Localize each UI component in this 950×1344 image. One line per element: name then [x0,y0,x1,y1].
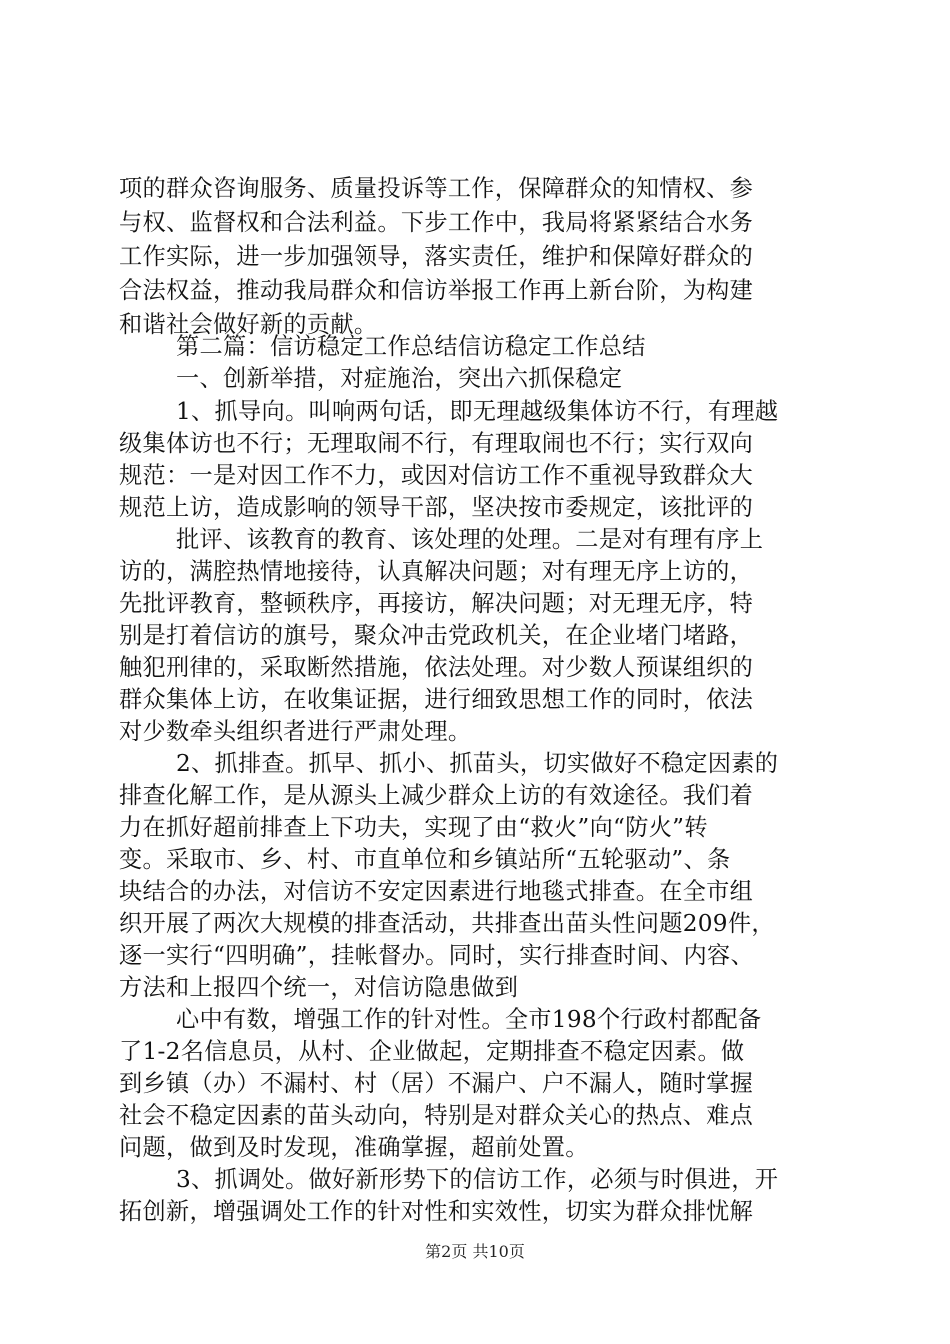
text-line: 了1-2名信息员，从村、企业做起，定期排查不稳定因素。做 [119,1038,745,1065]
text-line: 到乡镇（办）不漏村、村（居）不漏户、户不漏人，随时掌握 [119,1070,754,1097]
text-line: 问题，做到及时发现，准确掌握，超前处置。 [119,1134,589,1161]
text-line: 方法和上报四个统一，对信访隐患做到 [119,974,519,1001]
text-line: 规范上访，造成影响的领导干部，坚决按市委规定，该批评的 [119,494,754,521]
text-line: 合法权益，推动我局群众和信访举报工作再上新台阶，为构建 [119,277,754,304]
text-line: 项的群众咨询服务、质量投诉等工作，保障群众的知情权、参 [119,175,754,202]
text-line: 拓创新，增强调处工作的针对性和实效性，切实为群众排忧解 [119,1198,754,1225]
text-line: 别是打着信访的旗号，聚众冲击党政机关，在企业堵门堵路， [119,622,754,649]
text-line: 触犯刑律的，采取断然措施，依法处理。对少数人预谋组织的 [119,654,754,681]
text-line: 1、抓导向。叫响两句话，即无理越级集体访不行，有理越 [176,398,779,425]
text-line: 先批评教育，整顿秩序，再接访，解决问题；对无理无序，特 [119,590,754,617]
subsection-heading: 一、创新举措，对症施治，突出六抓保稳定 [176,365,623,392]
page-total: 共10页 [472,1242,525,1261]
page-number: 第2页 [425,1242,468,1261]
text-line: 对少数牵头组织者进行严肃处理。 [119,718,472,745]
section-heading: 第二篇：信访稳定工作总结信访稳定工作总结 [176,333,646,360]
text-line: 2、抓排查。抓早、抓小、抓苗头，切实做好不稳定因素的 [176,750,779,777]
text-line: 级集体访也不行；无理取闹不行，有理取闹也不行；实行双向 [119,430,754,457]
text-line: 变。采取市、乡、村、市直单位和乡镇站所“五轮驱动”、条 [119,846,731,873]
text-line: 逐一实行“四明确”，挂帐督办。同时，实行排查时间、内容、 [119,942,754,969]
text-line: 织开展了两次大规模的排查活动，共排查出苗头性问题209件， [119,910,775,937]
text-line: 批评、该教育的教育、该处理的处理。二是对有理有序上 [176,526,764,553]
text-line: 3、抓调处。做好新形势下的信访工作，必须与时俱进，开 [176,1166,779,1193]
page-footer [0,1242,950,1262]
text-line: 工作实际，进一步加强领导，落实责任，维护和保障好群众的 [119,243,754,270]
text-line: 心中有数，增强工作的针对性。全市198个行政村都配备 [176,1006,762,1033]
text-line: 与权、监督权和合法利益。下步工作中，我局将紧紧结合水务 [119,209,754,236]
text-line: 块结合的办法，对信访不安定因素进行地毯式排查。在全市组 [119,878,754,905]
text-line: 群众集体上访，在收集证据，进行细致思想工作的同时，依法 [119,686,754,713]
text-line: 规范：一是对因工作不力，或因对信访工作不重视导致群众大 [119,462,754,489]
text-line: 和谐社会做好新的贡献。 [119,311,378,338]
text-line: 访的，满腔热情地接待，认真解决问题；对有理无序上访的， [119,558,754,585]
text-line: 社会不稳定因素的苗头动向，特别是对群众关心的热点、难点 [119,1102,754,1129]
text-line: 排查化解工作，是从源头上减少群众上访的有效途径。我们着 [119,782,754,809]
text-line: 力在抓好超前排查上下功夫，实现了由“救火”向“防火”转 [119,814,708,841]
